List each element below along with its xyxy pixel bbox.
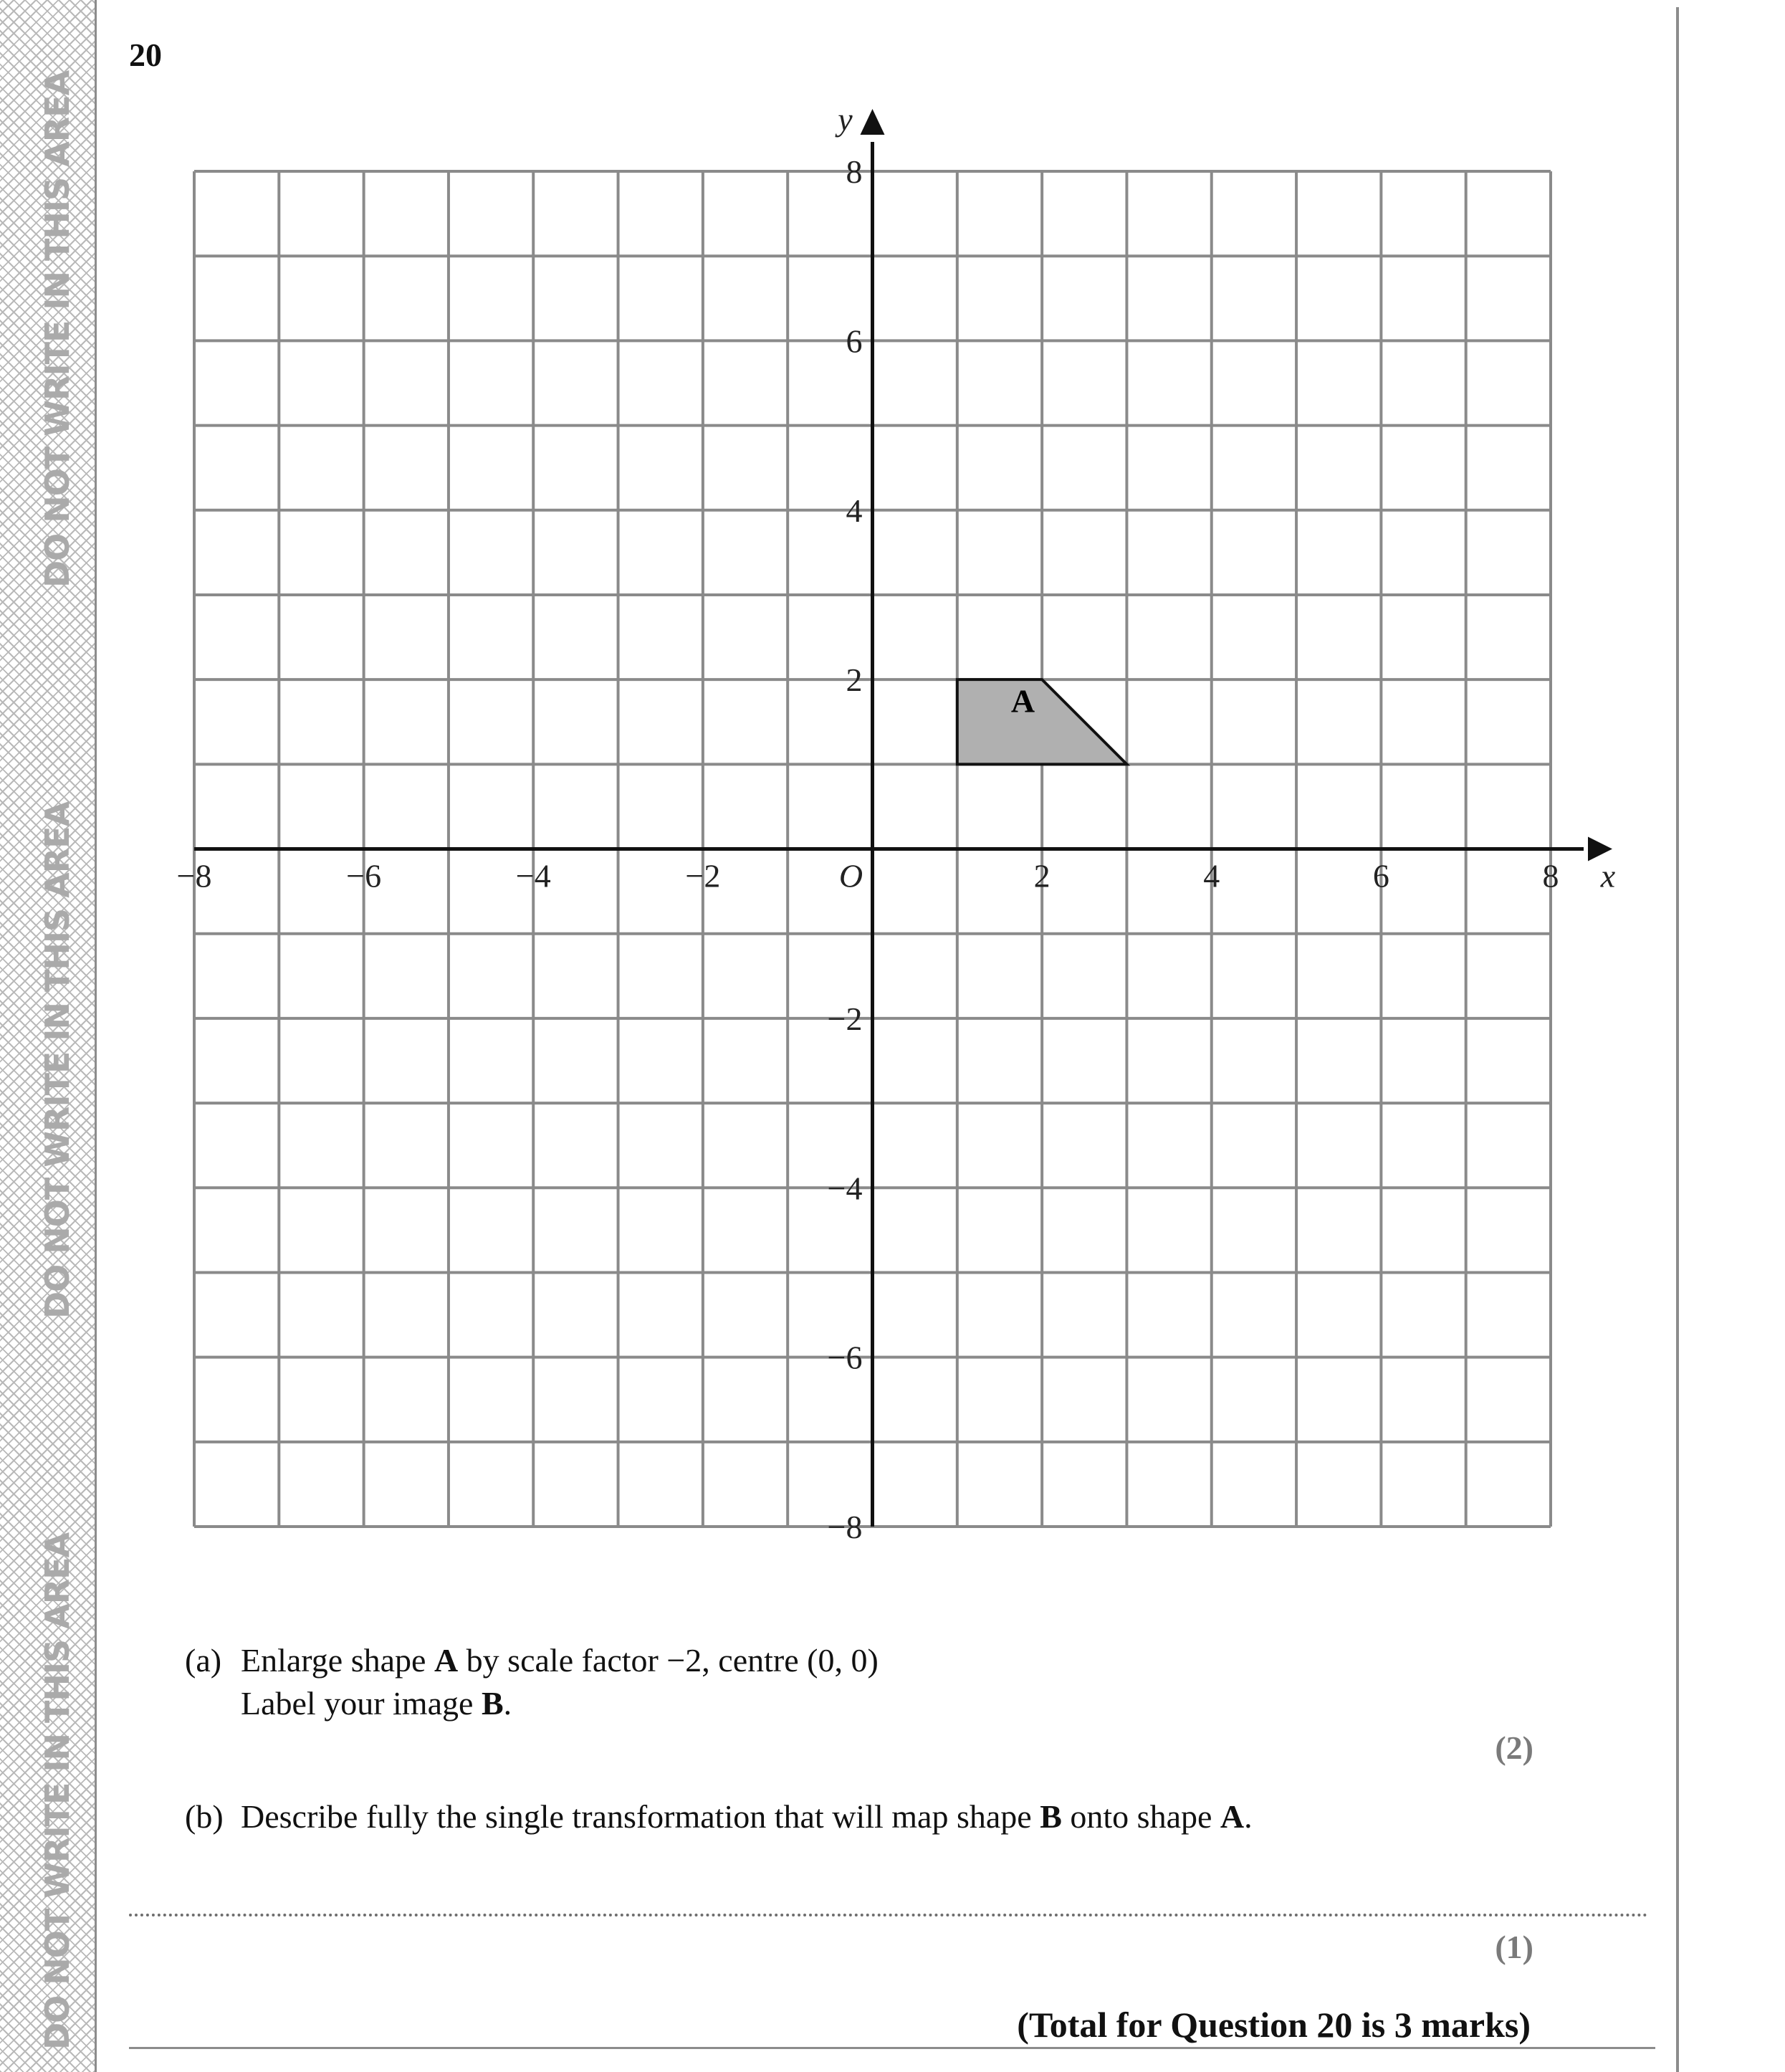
x-tick-label: 6 [1372, 857, 1389, 894]
x-tick-label: −8 [176, 857, 212, 894]
x-tick-label: −4 [515, 857, 551, 894]
x-tick-label: −2 [685, 857, 721, 894]
question-number: 20 [129, 37, 162, 73]
bottom-rule [129, 2047, 1655, 2049]
y-tick-label: −2 [827, 1000, 863, 1037]
x-tick-label: −6 [346, 857, 382, 894]
part-b-marks: (1) [1495, 1929, 1533, 1965]
x-tick-label: 8 [1542, 857, 1559, 894]
y-tick-label: 6 [846, 323, 863, 360]
axes [194, 109, 1612, 1527]
y-tick-label: −8 [827, 1509, 863, 1545]
margin-warning-top: DO NOT WRITE IN THIS AREA [38, 70, 77, 588]
part-a-marks: (2) [1495, 1729, 1533, 1766]
x-axis-label: x [1600, 857, 1616, 894]
part-a-line1: Enlarge shape A by scale factor −2, centre (0, 0) [241, 1642, 879, 1679]
y-tick-label: 4 [846, 492, 863, 529]
y-tick-label: −6 [827, 1339, 863, 1376]
y-tick-label: 2 [846, 662, 863, 699]
part-a-label: (a) [185, 1642, 222, 1679]
axis-labels [177, 101, 1616, 1545]
y-axis-label: y [838, 101, 853, 138]
part-a-line2: Label your image B. [241, 1685, 512, 1722]
x-tick-label: 2 [1033, 857, 1051, 894]
y-axis-arrow [861, 109, 885, 135]
margin-warning-middle: DO NOT WRITE IN THIS AREA [38, 801, 77, 1319]
y-tick-label: −4 [827, 1170, 863, 1207]
answer-line[interactable] [129, 1914, 1648, 1916]
part-b-text: Describe fully the single transformation that will map shape B onto shape A. [241, 1798, 1253, 1835]
shape-label: A [1010, 682, 1035, 720]
question-total: (Total for Question 20 is 3 marks) [1017, 2005, 1531, 2045]
x-tick-label: 4 [1203, 857, 1220, 894]
y-tick-label: 8 [846, 153, 863, 190]
part-b-label: (b) [185, 1798, 224, 1835]
shapes [957, 679, 1127, 764]
shape-a [957, 679, 1127, 764]
margin-warning-bottom: DO NOT WRITE IN THIS AREA [38, 1532, 77, 2050]
origin-label: O [838, 857, 863, 894]
